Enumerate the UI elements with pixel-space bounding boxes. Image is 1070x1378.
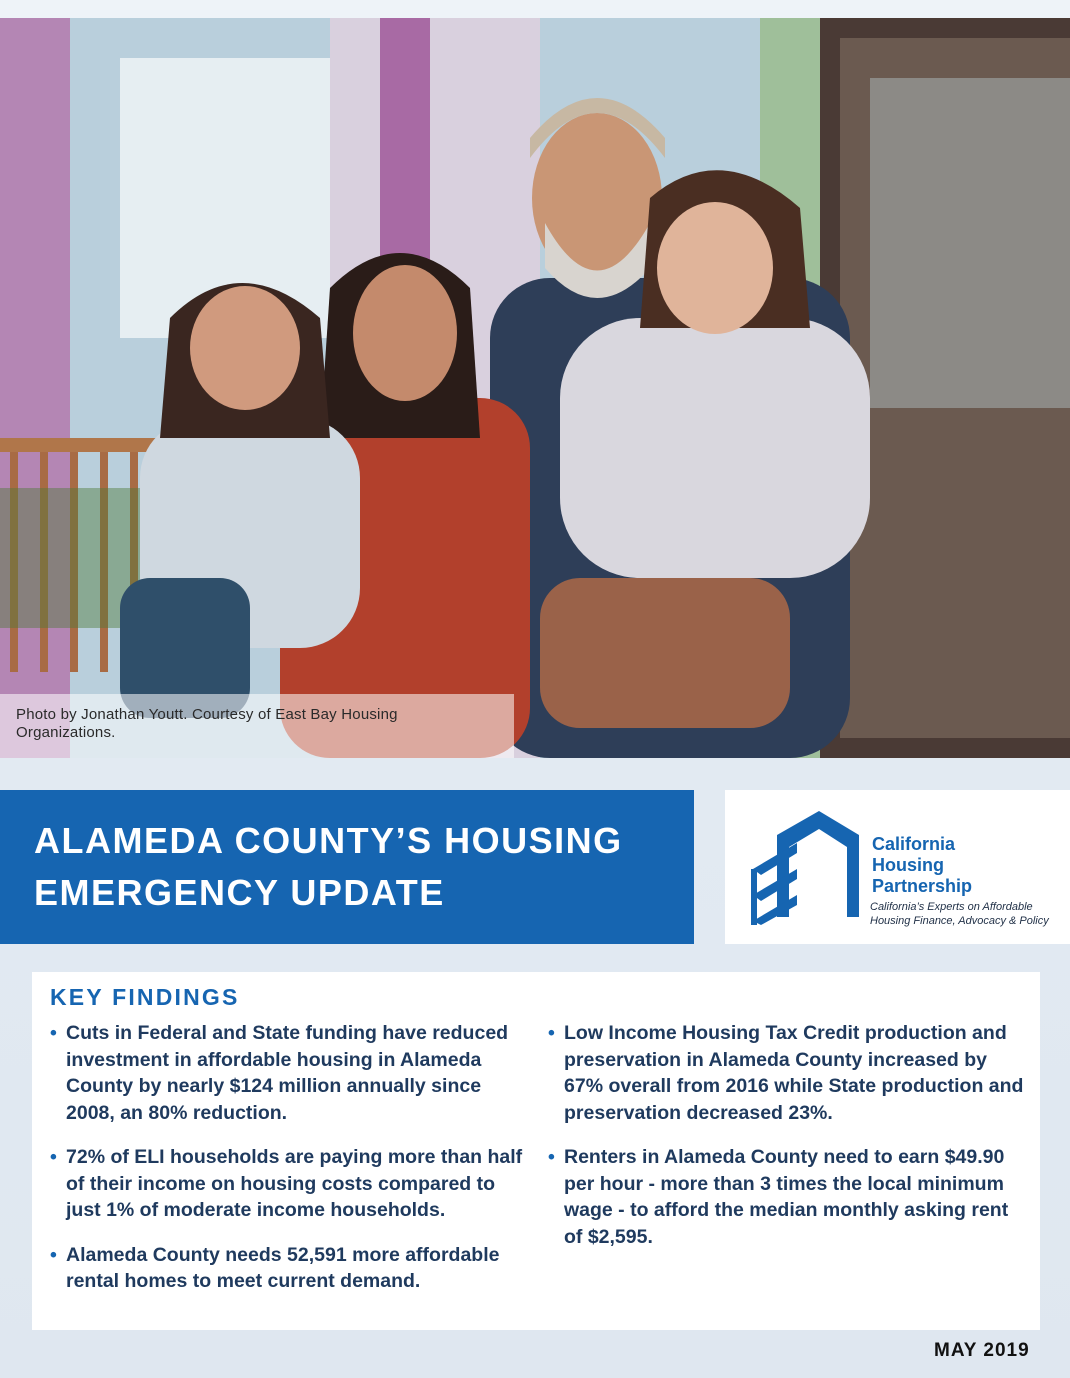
title-line-2: EMERGENCY UPDATE — [34, 872, 445, 913]
finding-item — [548, 1144, 1028, 1250]
findings-column-left — [50, 1020, 530, 1313]
finding-text: 72% of ELI households are paying more than half of their income on housing costs compared to just 1% of moderate income households. — [66, 1146, 523, 1221]
publication-date: MAY 2019 — [934, 1340, 1030, 1361]
logo-name-line-3: Partnership — [872, 876, 973, 896]
bullet-icon: • — [548, 1022, 555, 1044]
title-line-1: ALAMEDA COUNTY’S HOUSING — [34, 820, 623, 861]
page-title — [34, 815, 684, 919]
family-photo-illustration — [0, 18, 1070, 758]
finding-item — [50, 1144, 530, 1224]
finding-text: Renters in Alameda County need to earn $49.90 per hour - more than 3 times the local minimum wage - to afford the median monthly asking rent of $2,595. — [564, 1146, 1009, 1248]
logo-name-line-1: California — [872, 834, 956, 854]
key-findings-heading: KEY FINDINGS — [50, 984, 240, 1010]
logo-name — [872, 834, 972, 897]
finding-text: Cuts in Federal and State funding have reduced investment in affordable housing in Alameda County by nearly $124 million annually since 2008, an 80% reduction. — [66, 1022, 509, 1124]
bullet-icon: • — [50, 1146, 57, 1168]
bullet-icon: • — [50, 1022, 57, 1044]
chp-house-logo-icon — [747, 805, 867, 925]
logo-tagline: California’s Experts on Affordable Housing Finance, Advocacy & Policy — [870, 901, 1049, 927]
bullet-icon: • — [548, 1146, 555, 1168]
finding-text: Low Income Housing Tax Credit production and preservation in Alameda County increased by 67% overall from 2016 while State production and preservation decreased 23%. — [564, 1022, 1024, 1124]
logo-name-line-2: Housing — [872, 855, 944, 875]
hero-photo — [0, 18, 1070, 758]
finding-item — [50, 1020, 530, 1126]
finding-text: Alameda County needs 52,591 more affordable rental homes to meet current demand. — [66, 1243, 500, 1292]
bullet-icon: • — [50, 1243, 57, 1266]
finding-item — [50, 1242, 530, 1295]
finding-item — [548, 1020, 1028, 1126]
photo-caption: Photo by Jonathan Youtt. Courtesy of East Bay Housing Organizations. — [16, 706, 398, 741]
findings-column-right — [548, 1020, 1028, 1268]
